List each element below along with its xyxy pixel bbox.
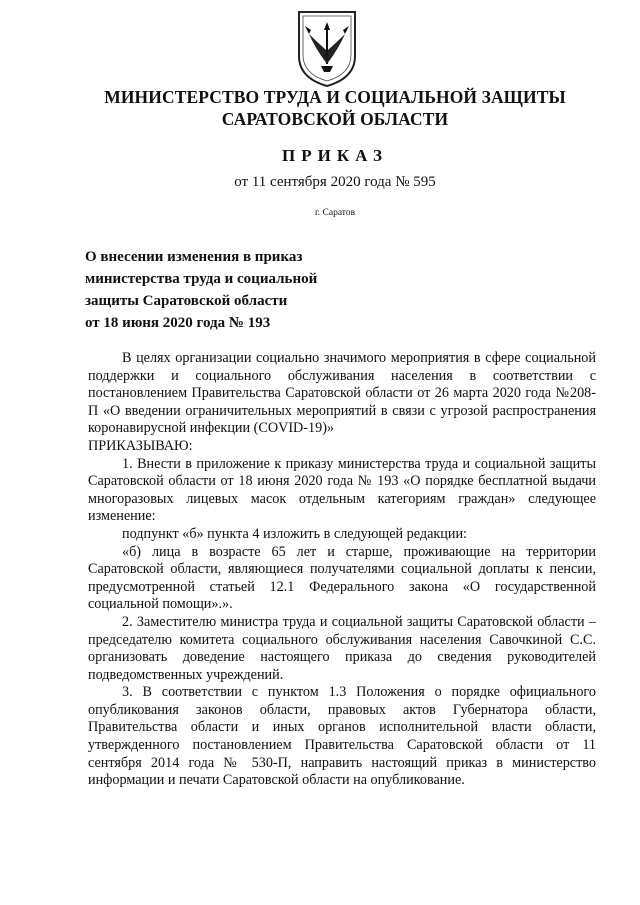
subject-line: О внесении изменения в приказ: [85, 249, 303, 265]
item-1-paragraph: 1. Внести в приложение к приказу министерства труда и социальной защиты Саратовской области от 18 июня 2020 года № 193 «О порядке бесплатной выдачи многоразовых лицевых масок отдельным категориям граждан» следующее изменение:: [88, 455, 596, 525]
order-subject: [85, 246, 405, 334]
item-2-paragraph: 2. Заместителю министра труда и социальной защиты Саратовской области – председателю комитета социального обслуживания населения Савочкиной С.С. организовать доведение настоящего приказа до сведения руководителей подведомственных учреждений.: [88, 613, 596, 683]
order-title: ПРИКАЗ: [282, 146, 388, 165]
item-3-paragraph: 3. В соответствии с пунктом 1.3 Положения о порядке официального опубликования законов области, правовых актов Губернатора области, Правительства области и иных органов исполнительной власти области, утвержденного постановлением Правительства Саратовской области от 11 сентября 2014 года № 530-П, направить настоящий приказ в министерство информации и печати Саратовской области на опубликование.: [88, 684, 596, 789]
subject-line: от 18 июня 2020 года № 193: [85, 315, 271, 331]
order-date-number: от 11 сентября 2020 года № 595: [234, 174, 436, 190]
order-city: г. Саратов: [314, 208, 356, 218]
subject-line: министерства труда и социальной: [85, 271, 318, 287]
ministry-name-line-2: САРАТОВСКОЙ ОБЛАСТИ: [221, 109, 449, 129]
subject-line: защиты Саратовской области: [85, 293, 288, 309]
item-1-subpoint: подпункт «б» пункта 4 изложить в следующей редакции:: [122, 525, 467, 542]
ministry-name: [100, 86, 570, 130]
item-1-quote: «б) лица в возрасте 65 лет и старше, проживающие на территории Саратовской области, являющиеся получателями социальной доплаты к пенсии, предусмотренной статьей 12.1 Федерального закона «О государственной социальной помощи».».: [88, 543, 596, 613]
order-body: [88, 350, 596, 790]
preamble-paragraph: В целях организации социально значимого мероприятия в сфере социальной поддержки и социального обслуживания населения в соответствии с постановлением Правительства Саратовской области от 26 марта 2020 года №208-П «О введении ограничительных мероприятий в связи с угрозой распространения коронавирусной инфекции (COVID-19)»: [88, 350, 596, 437]
saratov-coat-of-arms-icon: [295, 8, 359, 90]
ministry-name-line-1: МИНИСТЕРСТВО ТРУДА И СОЦИАЛЬНОЙ ЗАЩИТЫ: [104, 87, 566, 107]
order-word: ПРИКАЗЫВАЮ:: [88, 437, 193, 454]
